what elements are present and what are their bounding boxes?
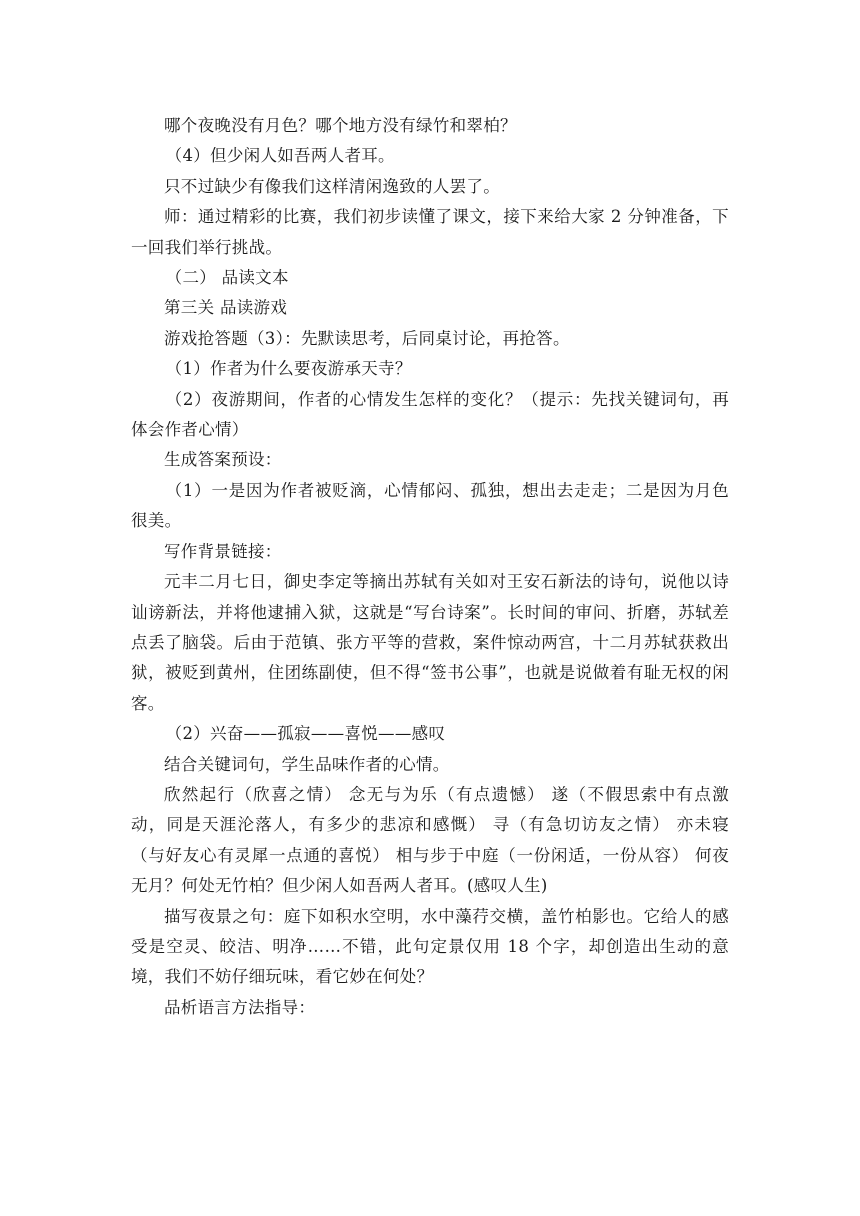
quiz-instruction: 游戏抢答题（3）：先默读思考，后同桌讨论，再抢答。 [164, 328, 570, 348]
answer-1: （1）一是因为作者被贬滴，心情郁闷、孤独，想出去走走；二是因为月色很美。 [131, 480, 729, 531]
paragraph-item-4: （4）但少闲人如吾两人者耳。 [165, 146, 395, 166]
language-method-label: 品析语言方法指导： [164, 997, 316, 1017]
night-scene-paragraph: 描写夜景之句：庭下如积水空明，水中藻荇交横，盖竹柏影也。它给人的感受是空灵、皎洁、明净……不错，此句定景仅用 18 个字，却创造出生动的意境，我们不妨仔细玩味，看它妙在何处？ [131, 906, 729, 987]
quiz-question-1: （1）作者为什么要夜游承天寺？ [165, 359, 412, 379]
paragraph-teacher-remark: 师：通过精彩的比赛，我们初步读懂了课文，接下来给大家 2 分钟准备，下一回我们举行挑战。 [131, 207, 729, 257]
key-phrases-intro: 结合关键词句，学生品味作者的心情。 [164, 754, 450, 774]
section-heading-2: （二） 品读文本 [165, 268, 289, 288]
document-body [131, 111, 729, 1023]
key-phrases-analysis: 欣然起行（欣喜之情） 念无与为乐（有点遗憾） 遂（不假思索中有点激动，同是天涯沦落人，有多少的悲凉和感慨） 寻（有急切访友之情） 亦未寝（与好友心有灵犀一点通的喜悦） 相与步于中庭（一份闲适，一份从容） 何夜无月？何处无竹柏？但少闲人如吾两人者耳。(感叹人生) [131, 784, 729, 896]
quiz-question-2: （2）夜游期间，作者的心情发生怎样的变化？（提示：先找关键词句，再体会作者心情） [131, 389, 729, 440]
answer-2: （2）兴奋——孤寂——喜悦——感叹 [165, 724, 446, 744]
paragraph-question-moon: 哪个夜晚没有月色？哪个地方没有绿竹和翠柏？ [164, 116, 517, 135]
level-heading-3: 第三关 品读游戏 [164, 298, 288, 318]
background-link-label: 写作背景链接： [164, 541, 282, 561]
background-paragraph: 元丰二月七日，御史李定等摘出苏轼有关如对王安石新法的诗句，说他以诗讪谤新法，并将他逮捕入狱，这就是“写台诗案”。长时间的审问、折磨，苏轼差点丢了脑袋。后由于范镇、张方平等的营救，案件惊动两宫，十二月苏轼获救出狱，被贬到黄州，住团练副使，但不得“签书公事”，也就是说做着有耻无权的闲客。 [131, 572, 729, 713]
paragraph-translation: 只不过缺少有像我们这样清闲逸致的人罢了。 [164, 176, 500, 196]
answer-preset-label: 生成答案预设： [164, 450, 282, 470]
